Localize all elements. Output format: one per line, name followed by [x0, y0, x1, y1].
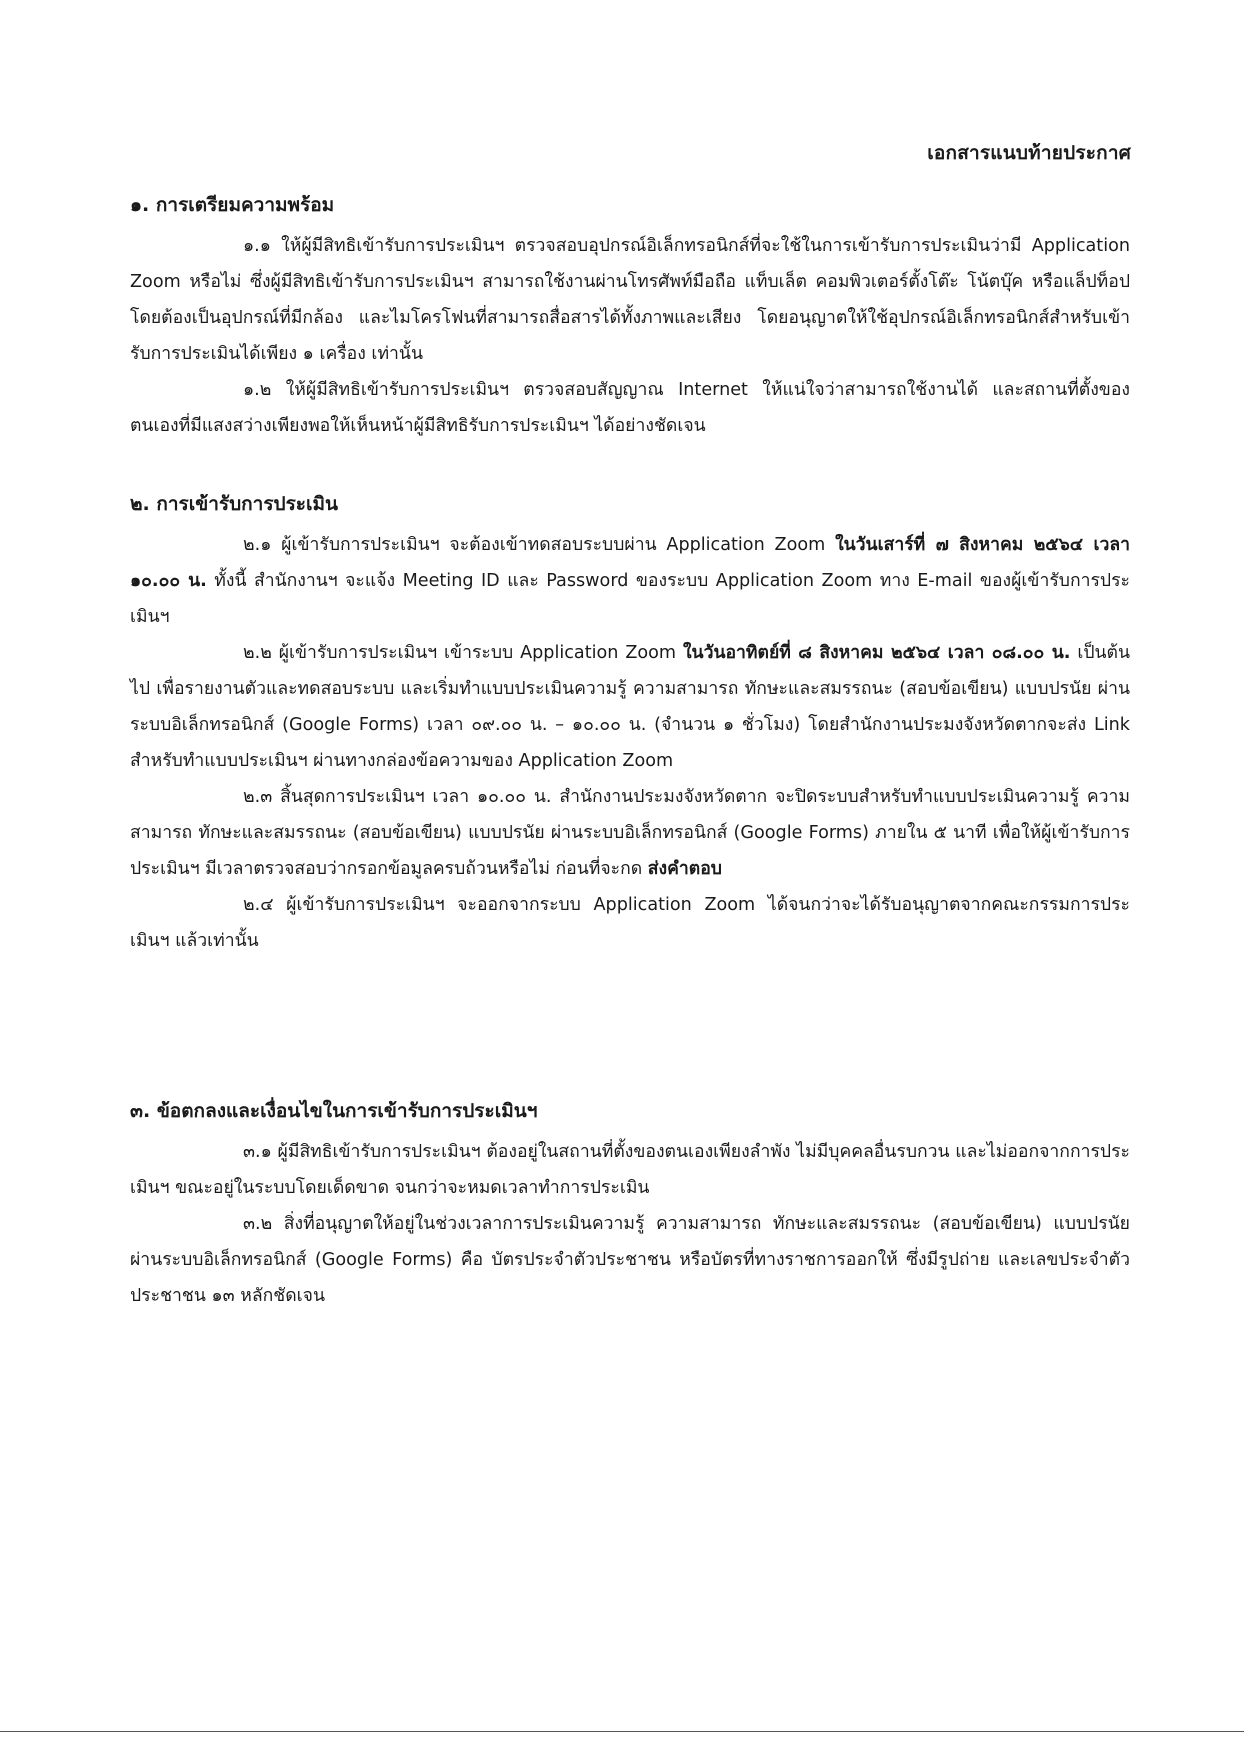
paragraph-text: ๓.๑ ผู้มีสิทธิเข้ารับการประเมินฯ ต้องอยู่ในสถานที่ตั้งของตนเองเพียงลำพัง ไม่มีบุคคลอื่นรบกวน และไม่ออกจากการประเมินฯ ขณะอยู่ในระบบโดยเด็ดขาด จนกว่าจะหมดเวลาทำการประเมิน [130, 1142, 1130, 1198]
paragraph-emphasis: ในวันอาทิตย์ที่ ๘ สิงหาคม ๒๕๖๔ เวลา ๐๘.๐๐ น. [682, 643, 1071, 663]
paragraph-2-4 [130, 887, 1130, 959]
paragraph-2-2 [130, 635, 1130, 779]
section-preparation [130, 188, 1130, 444]
paragraph-text: เป็นต้นไป เพื่อรายงานตัวและทดสอบระบบ และเริ่มทำแบบประเมินความรู้ ความสามารถ ทักษะและสมรรถนะ (สอบข้อเขียน) แบบปรนัย ผ่านระบบอิเล็กทรอนิกส์ (Google Forms) เวลา ๐๙.๐๐ น. – ๑๐.๐๐ น. (จำนวน ๑ ชั่วโมง) โดยสำนักงานประมงจังหวัดตากจะส่ง Link สำหรับทำแบบประเมินฯ ผ่านทางกล่องข้อความของ Application Zoom [130, 643, 1130, 771]
section-title: ๑. การเตรียมความพร้อม [130, 194, 335, 216]
paragraph-2-3 [130, 779, 1130, 887]
paragraph-text: ๒.๒ ผู้เข้ารับการประเมินฯ เข้าระบบ Application Zoom [243, 643, 683, 663]
paragraph-text: ๒.๑ ผู้เข้ารับการประเมินฯ จะต้องเข้าทดสอบระบบผ่าน Application Zoom [243, 535, 836, 555]
paragraph-text: ๓.๒ สิ่งที่อนุญาตให้อยู่ในช่วงเวลาการประเมินความรู้ ความสามารถ ทักษะและสมรรถนะ (สอบข้อเขียน) แบบปรนัย ผ่านระบบอิเล็กทรอนิกส์ (Google Forms) คือ บัตรประจำตัวประชาชน หรือบัตรที่ทางราชการออกให้ ซึ่งมีรูปถ่าย และเลขประจำตัวประชาชน ๑๓ หลักชัดเจน [130, 1214, 1130, 1306]
section-title: ๒. การเข้ารับการประเมิน [130, 493, 339, 515]
section-assessment [130, 487, 1130, 959]
paragraph-text: ๑.๑ ให้ผู้มีสิทธิเข้ารับการประเมินฯ ตรวจสอบอุปกรณ์อิเล็กทรอนิกส์ที่จะใช้ในการเข้ารับการประเมินว่ามี Application Zoom หรือไม่ ซึ่งผู้มีสิทธิเข้ารับการประเมินฯ สามารถใช้งานผ่านโทรศัพท์มือถือ แท็บเล็ต คอมพิวเตอร์ตั้งโต๊ะ โน้ตบุ๊ค หรือแล็ปท็อป โดยต้องเป็นอุปกรณ์ที่มีกล้อง และไมโครโฟนที่สามารถสื่อสารได้ทั้งภาพและเสียง โดยอนุญาตให้ใช้อุปกรณ์อิเล็กทรอนิกส์สำหรับเข้ารับการประเมินได้เพียง ๑ เครื่อง เท่านั้น [130, 236, 1130, 364]
paragraph-text: ๑.๒ ให้ผู้มีสิทธิเข้ารับการประเมินฯ ตรวจสอบสัญญาณ Internet ให้แน่ใจว่าสามารถใช้งานได้ และสถานที่ตั้งของตนเองที่มีแสงสว่างเพียงพอให้เห็นหน้าผู้มีสิทธิรับการประเมินฯ ได้อย่างชัดเจน [130, 380, 1130, 436]
paragraph-text: ๒.๔ ผู้เข้ารับการประเมินฯ จะออกจากระบบ Application Zoom ได้จนกว่าจะได้รับอนุญาตจากคณะกรรมการประเมินฯ แล้วเท่านั้น [130, 895, 1130, 951]
page-bottom-divider [0, 1731, 1244, 1732]
paragraph-3-2 [130, 1206, 1130, 1314]
paragraph-3-1 [130, 1134, 1130, 1206]
paragraph-1-1 [130, 228, 1130, 372]
paragraph-1-2 [130, 372, 1130, 444]
paragraph-emphasis: ส่งคำตอบ [647, 859, 722, 879]
document-header: เอกสารแนบท้ายประกาศ [927, 142, 1131, 164]
paragraph-2-1 [130, 527, 1130, 635]
section-conditions [130, 1094, 1130, 1314]
section-title: ๓. ข้อตกลงและเงื่อนไขในการเข้ารับการประเมินฯ [130, 1100, 538, 1122]
paragraph-emphasis: ในวันเสาร์ที่ ๗ สิงหาคม ๒๕๖๔ เวลา ๑๐.๐๐ น. [130, 535, 1130, 591]
paragraph-text: ทั้งนี้ สำนักงานฯ จะแจ้ง Meeting ID และ Password ของระบบ Application Zoom ทาง E-mail ของผู้เข้ารับการประเมินฯ [130, 571, 1131, 627]
paragraph-text: ๒.๓ สิ้นสุดการประเมินฯ เวลา ๑๐.๐๐ น. สำนักงานประมงจังหวัดตาก จะปิดระบบสำหรับทำแบบประเมินความรู้ ความสามารถ ทักษะและสมรรถนะ (สอบข้อเขียน) แบบปรนัย ผ่านระบบอิเล็กทรอนิกส์ (Google Forms) ภายใน ๕ นาที เพื่อให้ผู้เข้ารับการประเมินฯ มีเวลาตรวจสอบว่ากรอกข้อมูลครบถ้วนหรือไม่ ก่อนที่จะกด [130, 787, 1130, 879]
